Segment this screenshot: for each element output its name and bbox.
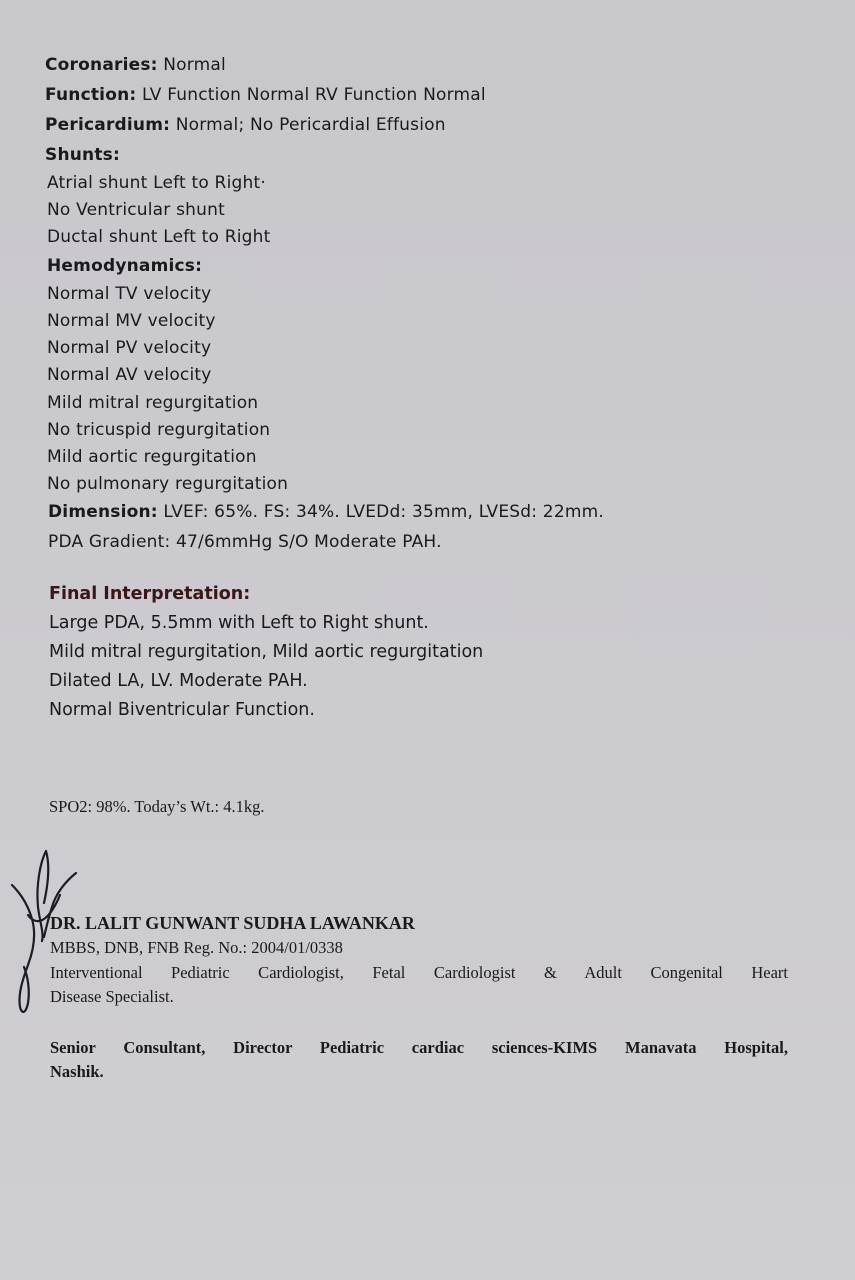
- doctor-name: DR. LALIT GUNWANT SUDHA LAWANKAR: [50, 913, 415, 933]
- interpretation-line: Large PDA, 5.5mm with Left to Right shunt.: [49, 613, 429, 633]
- shunt-line: No Ventricular shunt: [47, 200, 225, 220]
- interpretation-line: Dilated LA, LV. Moderate PAH.: [49, 671, 308, 691]
- hemodynamics-line: Mild aortic regurgitation: [47, 447, 257, 467]
- hemodynamics-line: No tricuspid regurgitation: [47, 420, 271, 440]
- pda-gradient: PDA Gradient: 47/6mmHg S/O Moderate PAH.: [48, 532, 442, 552]
- shunts-label: Shunts:: [45, 145, 120, 165]
- hemodynamics-line: Normal MV velocity: [47, 311, 216, 331]
- shunt-line: Atrial shunt Left to Right·: [47, 173, 266, 193]
- doctor-location: Nashik.: [50, 1062, 104, 1081]
- hemodynamics-line: No pulmonary regurgitation: [47, 474, 289, 494]
- interpretation-line: Normal Biventricular Function.: [49, 700, 315, 720]
- doctor-specialty-cont: Disease Specialist.: [50, 987, 174, 1006]
- function-label: Function:: [45, 85, 137, 105]
- hemodynamics-line: Normal TV velocity: [47, 284, 212, 304]
- function-value: LV Function Normal RV Function Normal: [142, 85, 486, 105]
- pericardium-label: Pericardium:: [45, 115, 171, 135]
- dimension-row: [48, 502, 604, 522]
- doctor-position: Senior Consultant, Director Pediatric cardiac sciences-KIMS Manavata Hospital,: [50, 1038, 788, 1057]
- shunt-line: Ductal shunt Left to Right: [47, 227, 271, 247]
- vitals-line: SPO2: 98%. Today’s Wt.: 4.1kg.: [49, 797, 265, 816]
- dimension-label: Dimension:: [48, 502, 158, 522]
- hemodynamics-line: Normal AV velocity: [47, 365, 212, 385]
- pericardium-value: Normal; No Pericardial Effusion: [175, 115, 446, 135]
- hemodynamics-line: Mild mitral regurgitation: [47, 393, 259, 413]
- interpretation-heading: Final Interpretation:: [49, 584, 251, 604]
- interpretation-line: Mild mitral regurgitation, Mild aortic regurgitation: [49, 642, 484, 662]
- coronaries-value: Normal: [163, 55, 226, 75]
- hemodynamics-label: Hemodynamics:: [47, 256, 203, 276]
- doctor-qualifications: MBBS, DNB, FNB Reg. No.: 2004/01/0338: [50, 938, 343, 957]
- hemodynamics-line: Normal PV velocity: [47, 338, 212, 358]
- coronaries-row: [45, 55, 226, 75]
- pericardium-row: [45, 115, 446, 135]
- dimension-value: LVEF: 65%. FS: 34%. LVEDd: 35mm, LVESd: 22mm.: [163, 502, 604, 522]
- coronaries-label: Coronaries:: [45, 55, 158, 75]
- doctor-specialty: Interventional Pediatric Cardiologist, Fetal Cardiologist & Adult Congenital Heart: [50, 963, 788, 982]
- function-row: [45, 85, 486, 105]
